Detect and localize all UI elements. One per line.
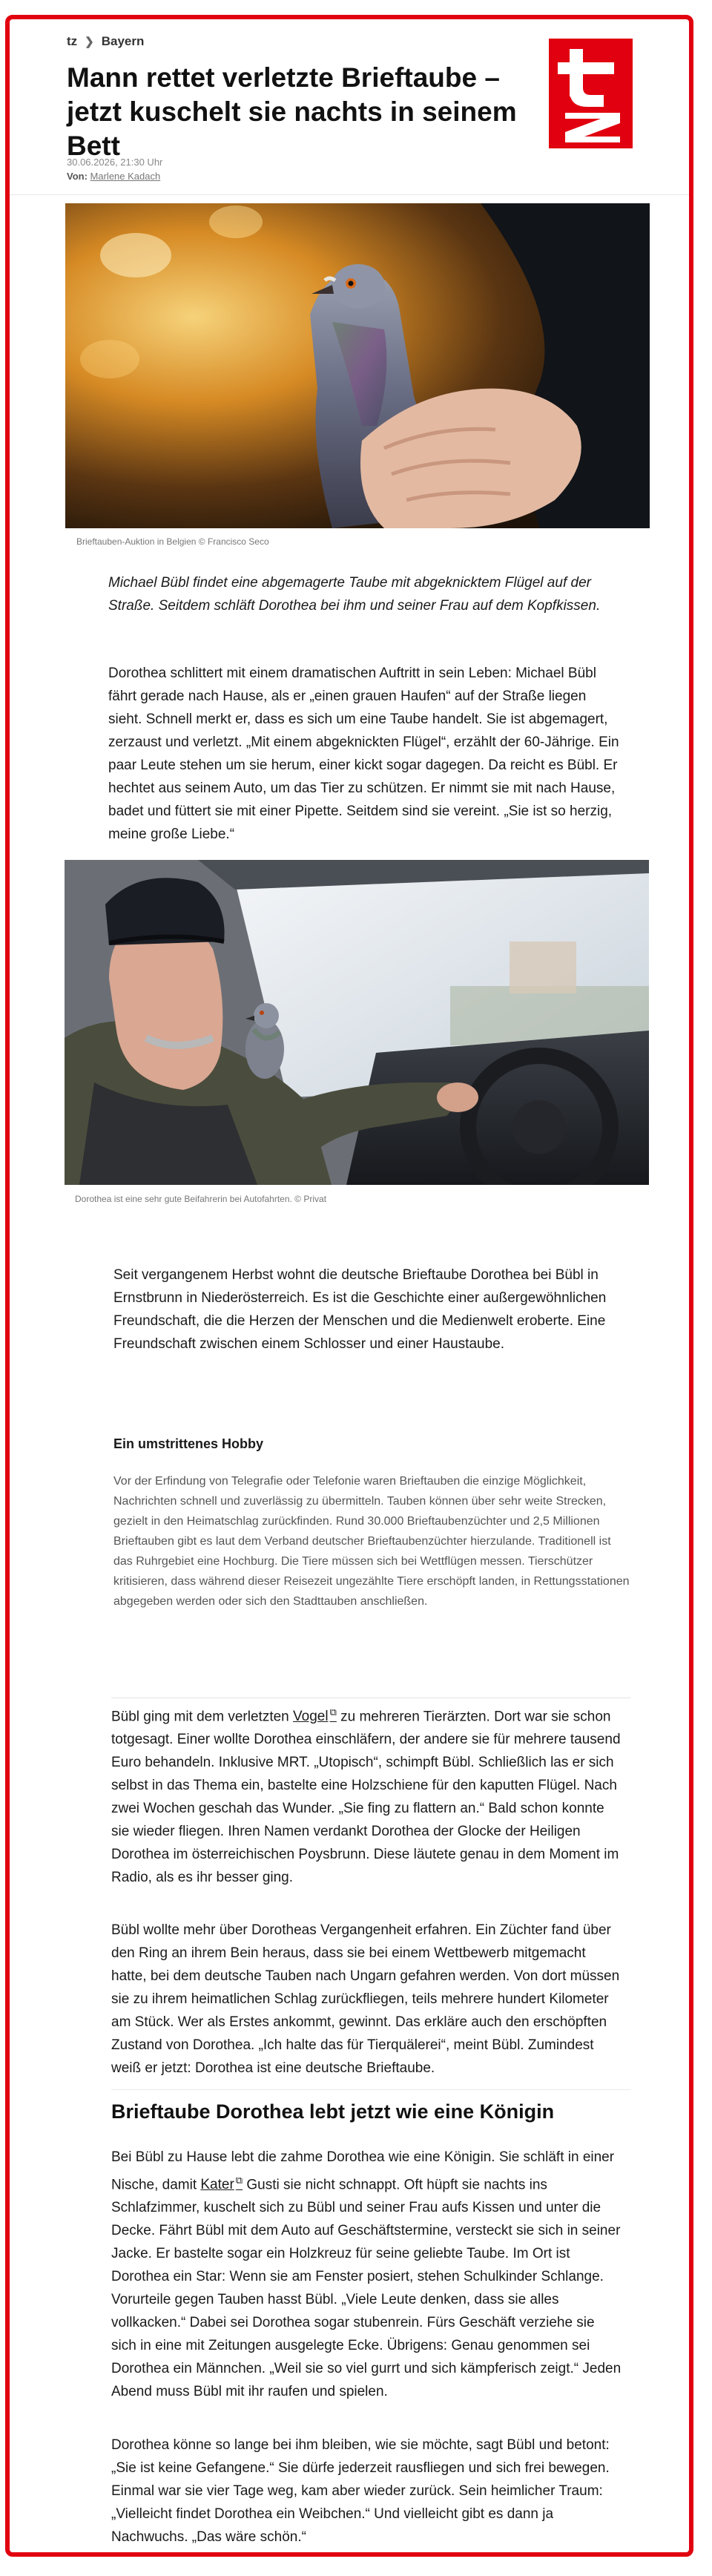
paragraph: Seit vergangenem Herbst wohnt die deutsche Brieftaube Dorothea bei Bübl in Ernstbrunn in Niederösterreich. Es ist die Geschichte einer außergewöhnlichen Freundschaft, die die Herzen der Menschen und die Medienwelt eroberte. Eine Freundschaft zwischen einem Schlosser und einer Haustaube. (113, 1267, 607, 1352)
article-header (10, 19, 689, 195)
author-link[interactable]: Marlene Kadach (90, 171, 161, 182)
tz-logo[interactable] (549, 39, 633, 148)
paragraph-text: zu mehreren Tierärzten. Dort war sie schon totgesagt. Einer wollte Dorothea einschläfern, der andere sie für mehrere tausend Euro behandeln. Inklusive MRT. „Utopisch“, schimpft Bübl. Schließlich las er sich selbst in das Thema ein, bastelte eine Holzschiene für den kaputten Flügel. Nach zwei Wochen geschah das Wunder. „Sie fing zu flattern an.“ Bald schon konnte sie wieder fliegen. Ihren Namen verdankt Dorothea der Glocke der Heiligen Dorothea im österreichischen Poysbrunn. Diese läutete genau in dem Moment im Radio, als es ihr besser ging. (111, 1709, 621, 1886)
paragraph: Dorothea könne so lange bei ihm bleiben, wie sie möchte, sagt Bübl und betont: „Sie ist keine Gefangene.“ Sie dürfe jederzeit rausfliegen und sich frei bewegen. Einmal war sie vier Tage weg, kam aber wieder zurück. Sein heimlicher Traum: „Vielleicht findet Dorothea ein Weibchen.“ Und vielleicht gibt es dann ja Nachwuchs. „Das wäre schön.“ (111, 2437, 610, 2545)
link-label: Vogel (293, 1709, 329, 1725)
page-frame (5, 15, 693, 2557)
pigeon-auction-photo (65, 203, 650, 528)
info-box (113, 1436, 633, 1611)
article-meta (67, 155, 162, 183)
photo-caption: Brieftauben-Auktion in Belgien © Francisco Seco (76, 536, 269, 547)
paragraph (111, 2146, 623, 2403)
external-link-icon: ⧉ (235, 2175, 243, 2186)
dorothea-car-photo (65, 860, 649, 1185)
divider (111, 2089, 630, 2090)
breadcrumb-section[interactable]: Bayern (101, 34, 145, 48)
external-link-icon: ⧉ (329, 1706, 337, 1718)
article-teaser: Michael Bübl findet eine abgemagerte Taube mit abgeknicktem Flügel auf der Straße. Seitdem schläft Dorothea bei ihm und seiner Frau auf dem Kopfkissen. (108, 575, 601, 614)
kater-link[interactable] (200, 2177, 243, 2192)
byline-label: Von: (67, 171, 88, 182)
paragraph-text: Bübl ging mit dem verletzten (111, 1709, 294, 1725)
info-box-title: Ein umstrittenes Hobby (113, 1436, 264, 1451)
headline: Mann rettet verletzte Brieftaube – jetzt kuschelt sie nachts in seinem Bett (67, 62, 517, 161)
chevron-right-icon: ❯ (85, 36, 94, 48)
photo-caption: Dorothea ist eine sehr gute Beifahrerin bei Autofahrten. © Privat (75, 1194, 327, 1204)
vogel-link[interactable] (293, 1706, 337, 1725)
link-label: Kater (200, 2177, 234, 2193)
paragraph-text: Bei Bübl zu Hause lebt die zahme Dorothea wie eine Königin. Sie schläft in einer Nische, damit (111, 2149, 615, 2193)
subheading: Brieftaube Dorothea lebt jetzt wie eine Königin (111, 2100, 555, 2123)
paragraph: Bübl wollte mehr über Dorotheas Vergangenheit erfahren. Ein Züchter fand über den Ring an ihrem Bein heraus, dass sie bei einem Wettbewerb mitgemacht hatte, bei dem deutsche Tauben nach Ungarn gefahren werden. Von dort müssen sie zu ihrem heimatlichen Schlag zurückfliegen, teils mehrere hundert Kilometer am Stück. Wer als Erstes ankommt, gewinnt. Das erkläre auch den erschöpften Zustand von Dorothea. „Ich halte das für Tierquälerei“, meint Bübl. Zumindest weiß er jetzt: Dorothea ist eine deutsche Brieftaube. (111, 1922, 620, 2076)
breadcrumb-home[interactable]: tz (67, 34, 78, 48)
breadcrumb (67, 34, 144, 49)
publish-date: 30.06.2026, 21:30 Uhr (67, 157, 163, 168)
paragraph-text: Gusti sie nicht schnappt. Oft hüpft sie nachts ins Schlafzimmer, kuschelt sich zu Bübl und seiner Frau aufs Kissen und unter die Decke. Fährt Bübl mit dem Auto auf Geschäftstermine, versteckt sie sich in seiner Jacke. Er bastelte sogar ein Holzkreuz für seine geliebte Taube. Im Ort ist Dorothea ein Star: Wenn sie am Fenster posiert, stehen Schulkinder Schlange. Vorurteile gegen Tauben hasst Bübl. „Viele Leute denken, dass sie alles vollkacken.“ Dabei sei Dorothea sogar stubenrein. Fürs Geschäft verziehe sie sich in eine mit Zeitungen ausgelegte Ecke. Übrigens: Genau genommen sei Dorothea ein Männchen. „Weil sie so viel gurrt und sich kämpferisch zeigt.“ Jeden Abend muss Bübl mit ihr raufen und spielen. (111, 2177, 622, 2400)
paragraph: Dorothea schlittert mit einem dramatischen Auftritt in sein Leben: Michael Bübl fährt gerade nach Hause, als er „einen grauen Haufen“ auf der Straße liegen sieht. Schnell merkt er, dass es sich um eine Taube handelt. Sie ist abgemagert, zerzaust und verletzt. „Mit einem abgeknickten Flügel“, erzählt der 60-Jährige. Ein paar Leute stehen um sie herum, einer kickt sogar dagegen. Da reicht es Bübl. Er hechtet aus seinem Auto, um das Tier zu schützen. Er nimmt sie mit nach Hause, badet und füttert sie mit einer Pipette. Seitdem sind sie vereint. „Sie ist so herzig, meine große Liebe.“ (108, 666, 619, 842)
info-box-text: Vor der Erfindung von Telegrafie oder Telefonie waren Brieftauben die einzige Möglichkeit, Nachrichten schnell und zuverlässig zu übermitteln. Tauben können über sehr weite Strecken, gezielt in den Heimatschlag zurückfinden. Rund 30.000 Brieftaubenzüchter und 2,5 Millionen Brieftauben gibt es laut dem Verband deutscher Brieftaubenzüchter hierzulande. Traditionell ist das Ruhrgebiet eine Hochburg. Die Tiere müssen sich bei Wettflügen messen. Tierschützer kritisieren, dass während dieser Reisezeit ungezählte Tiere erschöpft landen, in Rettungsstationen abgegeben werden oder sich den Stadttauben anschließen. (113, 1475, 630, 1608)
paragraph (111, 1701, 623, 1889)
